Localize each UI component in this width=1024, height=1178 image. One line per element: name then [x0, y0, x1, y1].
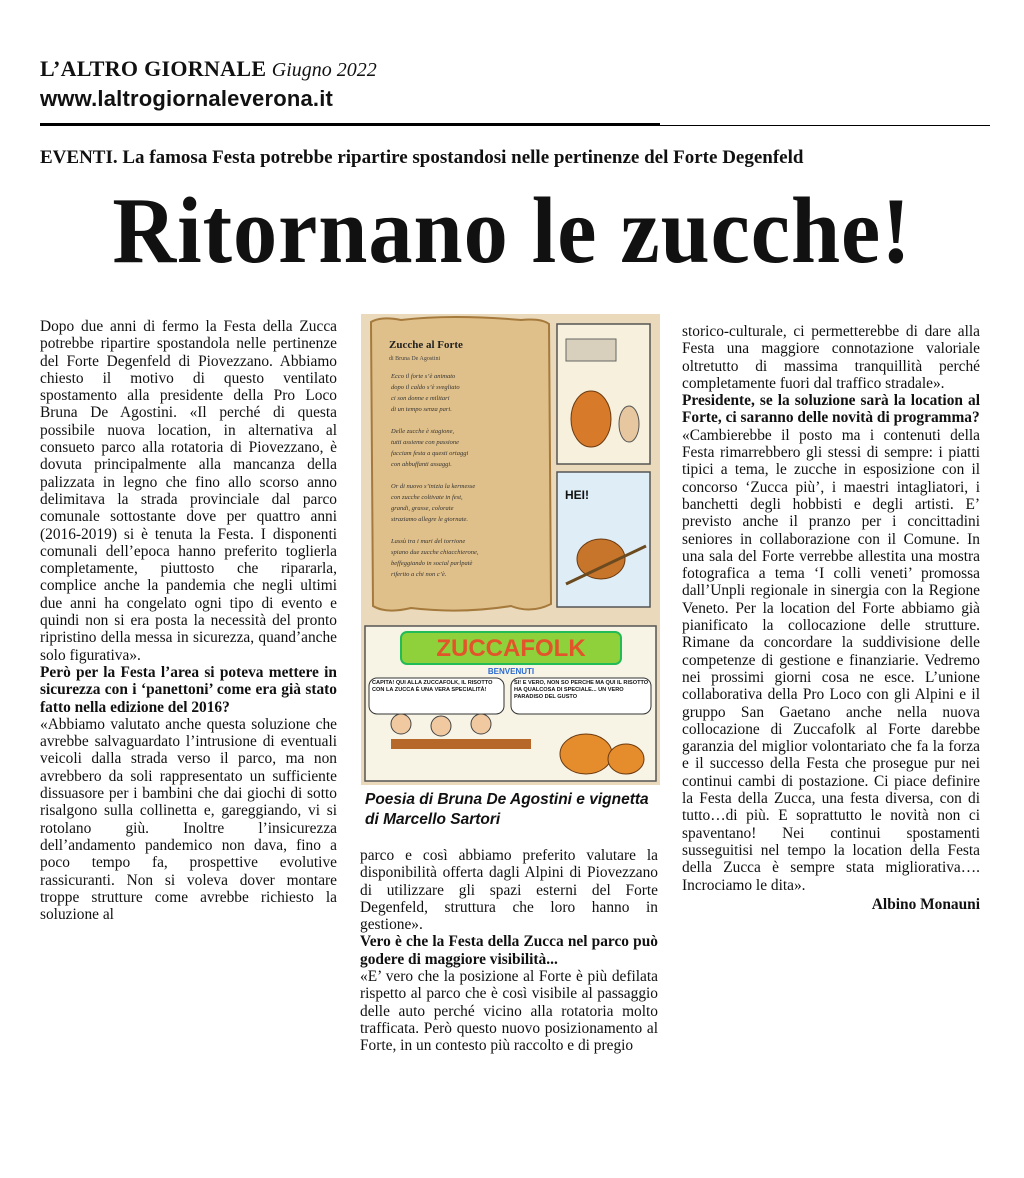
person-1 [391, 714, 411, 734]
article-paragraph: Dopo due anni di fermo la Festa della Zucca potrebbe ripartire spostandola nelle pertinenze del Forte Degenfeld di Piovezzano. Abbiamo chiesto il motivo di questo ventilato spostamento alla presidente della Pro Loco Bruna De Agostini. «Il perché di questa possibile nuova location, in alternativa al consueto parco alla rotatoria di Piovezzano, è dovuta principalmente alla mancanza della palizzata in legno che fino allo scorso anno delimitava la strada provinciale dal parco comunale sottostante dove per quattro anni (2016-2019) si è tenuta la Festa. I disponenti comunali dell’epoca hanno preferito toglierla completamente, piuttosto che ripararla, complice anche la pandemia che negli ultimi due anni ha congelato ogni tipo di evento e quindi non si era posta la necessità del pronto ripristino della messa in sicurezza, quand’anche solo figurativa». [40, 318, 337, 664]
banner-text: ZUCCAFOLK [436, 635, 586, 662]
article-paragraph: storico-culturale, ci permetterebbe di dare alla Festa una maggiore connotazione valoriale oltretutto di massima tranquillità perché completamente fuori dal traffico stradale». [682, 323, 980, 392]
kicker: EVENTI. La famosa Festa potrebbe ripartire spostandosi nelle pertinenze del Forte Degenfeld [40, 147, 804, 168]
poem-line: grandi, grasse, colorate [391, 505, 454, 512]
masthead [40, 56, 377, 112]
interview-question: Però per la Festa l’area si poteva mettere in sicurezza con i ‘panettoni’ come era già stato fatto nella edizione del 2016? [40, 663, 337, 716]
issue-date: Giugno 2022 [271, 59, 377, 81]
author-signature: Albino Monauni [871, 895, 980, 913]
illustration-caption: Poesia di Bruna De Agostini e vignetta di Marcello Sartori [365, 791, 649, 828]
interview-question: Vero è che la Festa della Zucca nel parco può godere di maggiore visibilità... [360, 933, 658, 968]
poem-line: Or di nuovo s’inizia la kermesse [391, 483, 476, 490]
header-rule-thick [40, 123, 660, 126]
website-url[interactable]: www.laltrogiornaleverona.it [40, 86, 334, 111]
banner-subtext: BENVENUTI [487, 667, 535, 676]
header-rule-thin [660, 125, 990, 126]
poem-line: beffeggiando in social parlpatè [391, 560, 473, 567]
poem-line: ci son donne e militari [391, 395, 450, 402]
poem-line: spiano due zucche chiacchierone, [391, 549, 479, 556]
bubble-hei: HEI! [565, 488, 589, 502]
poem-line: di un tempo senza pari. [391, 406, 452, 413]
soldier-character [619, 406, 639, 442]
poem-line: dopo il caldo s’è svegliato [391, 384, 460, 391]
poem-line: facciam festa a questi ortaggi [391, 450, 469, 457]
poem-line: con abbuffanti assaggi. [391, 461, 452, 468]
article-column-3 [682, 323, 980, 913]
poem-line: Ecco il forte s’è animato [391, 373, 456, 380]
pumpkin-1 [560, 734, 612, 774]
article-paragraph: «Cambierebbe il posto ma i contenuti della Festa rimarrebbero gli stessi di sempre: i piatti tipici a tema, le zucche in esposizione con il concorso ‘Zucca più’, i maestri intagliatori, i banchetti degli hobbisti e degli artisti. E’ previsto anche il pranzo per i concittadini seniores in collaborazione con il Comune. In una sala del Forte verrebbe allestita una mostra fotografica a tema ‘I colli veneti’ promossa dall’Unpli regionale in sinergia con la Regione Veneto. Per la location del Forte abbiamo già pianificato la collocazione delle strutture. Rimane da concordare la suddivisione delle competenze di gestione e finanziarie. Vedremo nei prossimi giorni cosa ne esce. L’unione collaborativa della Pro Loco con gli Alpini e il gruppo San Gaetano anche nella nuova collocazione di Zuccafolk al Forte darebbe garanzia del miglior volontariato che fa la forza e il successo della Festa che prosegue pur nei continui cambi di postazione. Ci piace definire la Festa della Zucca, una festa diversa, con di tutto…di più. E soprattutto le novità non ci spaventano! Nei continui spostamenti susseguitisi nel tempo la location della Festa della Zucca è sempre stata migliorativa…. Incrociamo le dita». [682, 426, 980, 894]
fort-drawing [566, 339, 616, 361]
pumpkin-character [571, 391, 611, 447]
illustration-panel [361, 314, 660, 785]
poem-line: riferito a chi non c’è. [391, 571, 447, 578]
headline: Ritornano le zucche! [112, 179, 912, 283]
article-paragraph: «E’ vero che la posizione al Forte è più defilata rispetto al parco che è così visibile al passaggio delle auto perché vicino alla rotatoria molto trafficata. Però questo nuovo posizionamento al Forte, in un contesto più raccolto e di pregio [360, 968, 658, 1055]
speech-bubble-1-text: CAPITA! QUI ALLA ZUCCAFOLK, IL RISOTTO CON LA ZUCCA È UNA VERA SPECIALITÀ! [372, 680, 493, 693]
newspaper-name-line [40, 56, 377, 82]
poem-title: Zucche al Forte [389, 339, 463, 351]
poem-line: con zucche coltivate in fest, [391, 494, 463, 501]
article-paragraph: «Abbiamo valutato anche questa soluzione che avrebbe salvaguardato l’intrusione di eventuali veicoli dalla strada verso il parco, ma non avrebbero da soli rappresentato un sufficiente dissuasore per i bambini che dai giochi di sotto risalgono sulla collinetta e, gareggiando, vi si rotolano giù. Inoltre l’insicurezza dell’andamento pandemico non dava, fino a poco tempo fa, prospettive evolutive rassicuranti. Non si voleva dover montare troppe strutture come avrebbe richiesto la soluzione al [40, 715, 337, 924]
person-3 [471, 714, 491, 734]
article-column-2 [360, 847, 658, 1055]
poem-line: tutti assieme con passione [391, 439, 460, 446]
interview-question: Presidente, se la soluzione sarà la location al Forte, ci saranno delle novità di programma? [682, 392, 980, 427]
newspaper-name: L’ALTRO GIORNALE [40, 56, 267, 81]
poem-line: Delle zucche è stagione, [391, 428, 455, 435]
article-paragraph: parco e così abbiamo preferito valutare la disponibilità offerta dagli Alpini di Piovezzano di utilizzare gli spazi esterni del Forte Degenfeld, struttura che loro hanno in gestione». [360, 847, 658, 934]
poem-author: di Bruna De Agostini [389, 356, 441, 362]
poem-line: straziamo allegre le giornate. [391, 516, 469, 523]
article-column-1 [40, 318, 337, 923]
speech-bubble-2-text: SÌ! È VERO, NON SO PERCHÉ MA QUI IL RISOTTO HA QUALCOSA DI SPECIALE... UN VERO PARADISO DEL GUSTO [514, 680, 649, 700]
person-2 [431, 716, 451, 736]
poem-line: Lassù tra i muri del torrione [391, 538, 466, 545]
table-drawing [391, 739, 531, 749]
pumpkin-2 [608, 744, 644, 774]
